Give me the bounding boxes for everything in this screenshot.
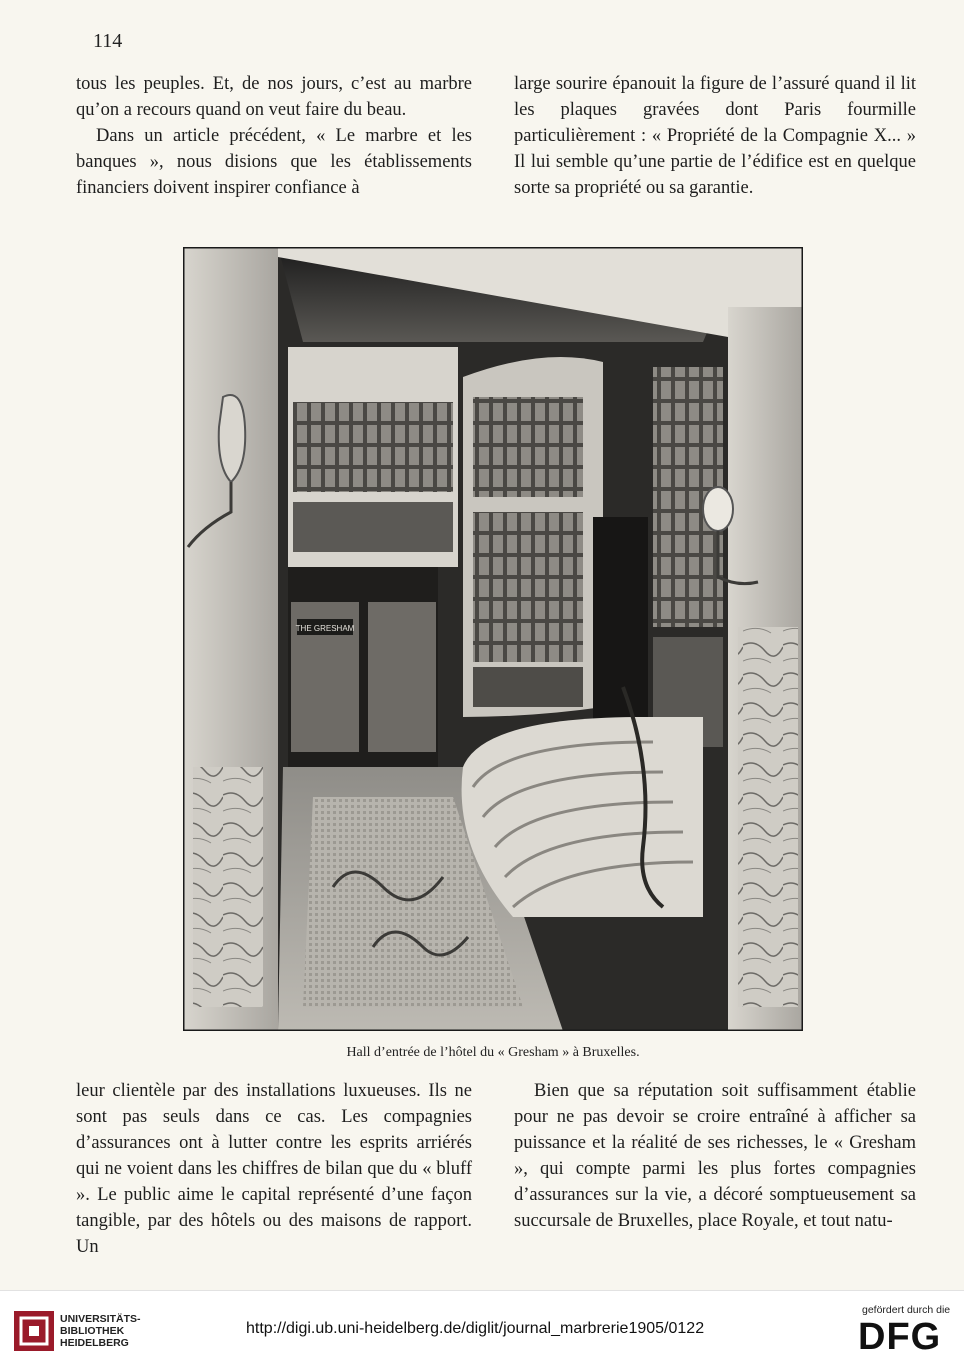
paragraph: leur clientèle par des installations luxueuses. Ils ne sont pas seuls dans ce cas. Les compagnies d’assurances ont à lutter contre les esprits arriérés qui ne voient dans les chiffres de bilan que du « bluff ». Le public aime le capital représenté d’une façon tangible, par des hôtels ou des maisons de rapport. Un — [76, 1081, 472, 1257]
page-number: 114 — [93, 30, 123, 52]
column-top-left — [76, 71, 472, 201]
figure-caption: Hall d’entrée de l’hôtel du « Gresham » à Bruxelles. — [346, 1045, 640, 1060]
column-bottom-left — [76, 1078, 472, 1260]
paragraph: Bien que sa réputation soit suffisamment établie pour ne pas devoir se croire entraîné à afficher sa puissance et la réalité de ses richesses, le « Gresham », qui compte parmi les plus fortes compagnies d’assurances sur la vie, a décoré somptueusement sa succursale de Bruxelles, place Royale, et tout natu- — [514, 1081, 916, 1231]
dfg-logo: DFG — [858, 1316, 942, 1358]
hall-photograph — [183, 247, 803, 1031]
university-library-logo — [14, 1311, 54, 1351]
paragraph: large sourire épanouit la figure de l’assuré quand il lit les plaques gravées dont Paris fourmille particulièrement : « Propriété de la Compagnie X... » Il lui semble qu’une partie de l’édifice est en quelque sorte sa propriété ou sa garantie. — [514, 74, 916, 198]
column-bottom-right — [514, 1078, 916, 1234]
paragraph: Dans un article précédent, « Le marbre et les banques », nous disions que les établissements financiers doivent inspirer confiance à — [76, 126, 472, 198]
column-top-right — [514, 71, 916, 201]
permalink-url[interactable]: http://digi.ub.uni-heidelberg.de/diglit/journal_marbrerie1905/0122 — [246, 1320, 705, 1337]
university-library-name: UNIVERSITÄTS- BIBLIOTHEK HEIDELBERG — [60, 1313, 141, 1349]
funded-by-label: gefördert durch die — [862, 1304, 951, 1316]
footer-bar — [0, 1290, 964, 1371]
gresham-sign: THE GRESHAM — [295, 624, 355, 633]
paragraph: tous les peuples. Et, de nos jours, c’est au marbre qu’on a recours quand on veut faire du beau. — [76, 74, 472, 120]
